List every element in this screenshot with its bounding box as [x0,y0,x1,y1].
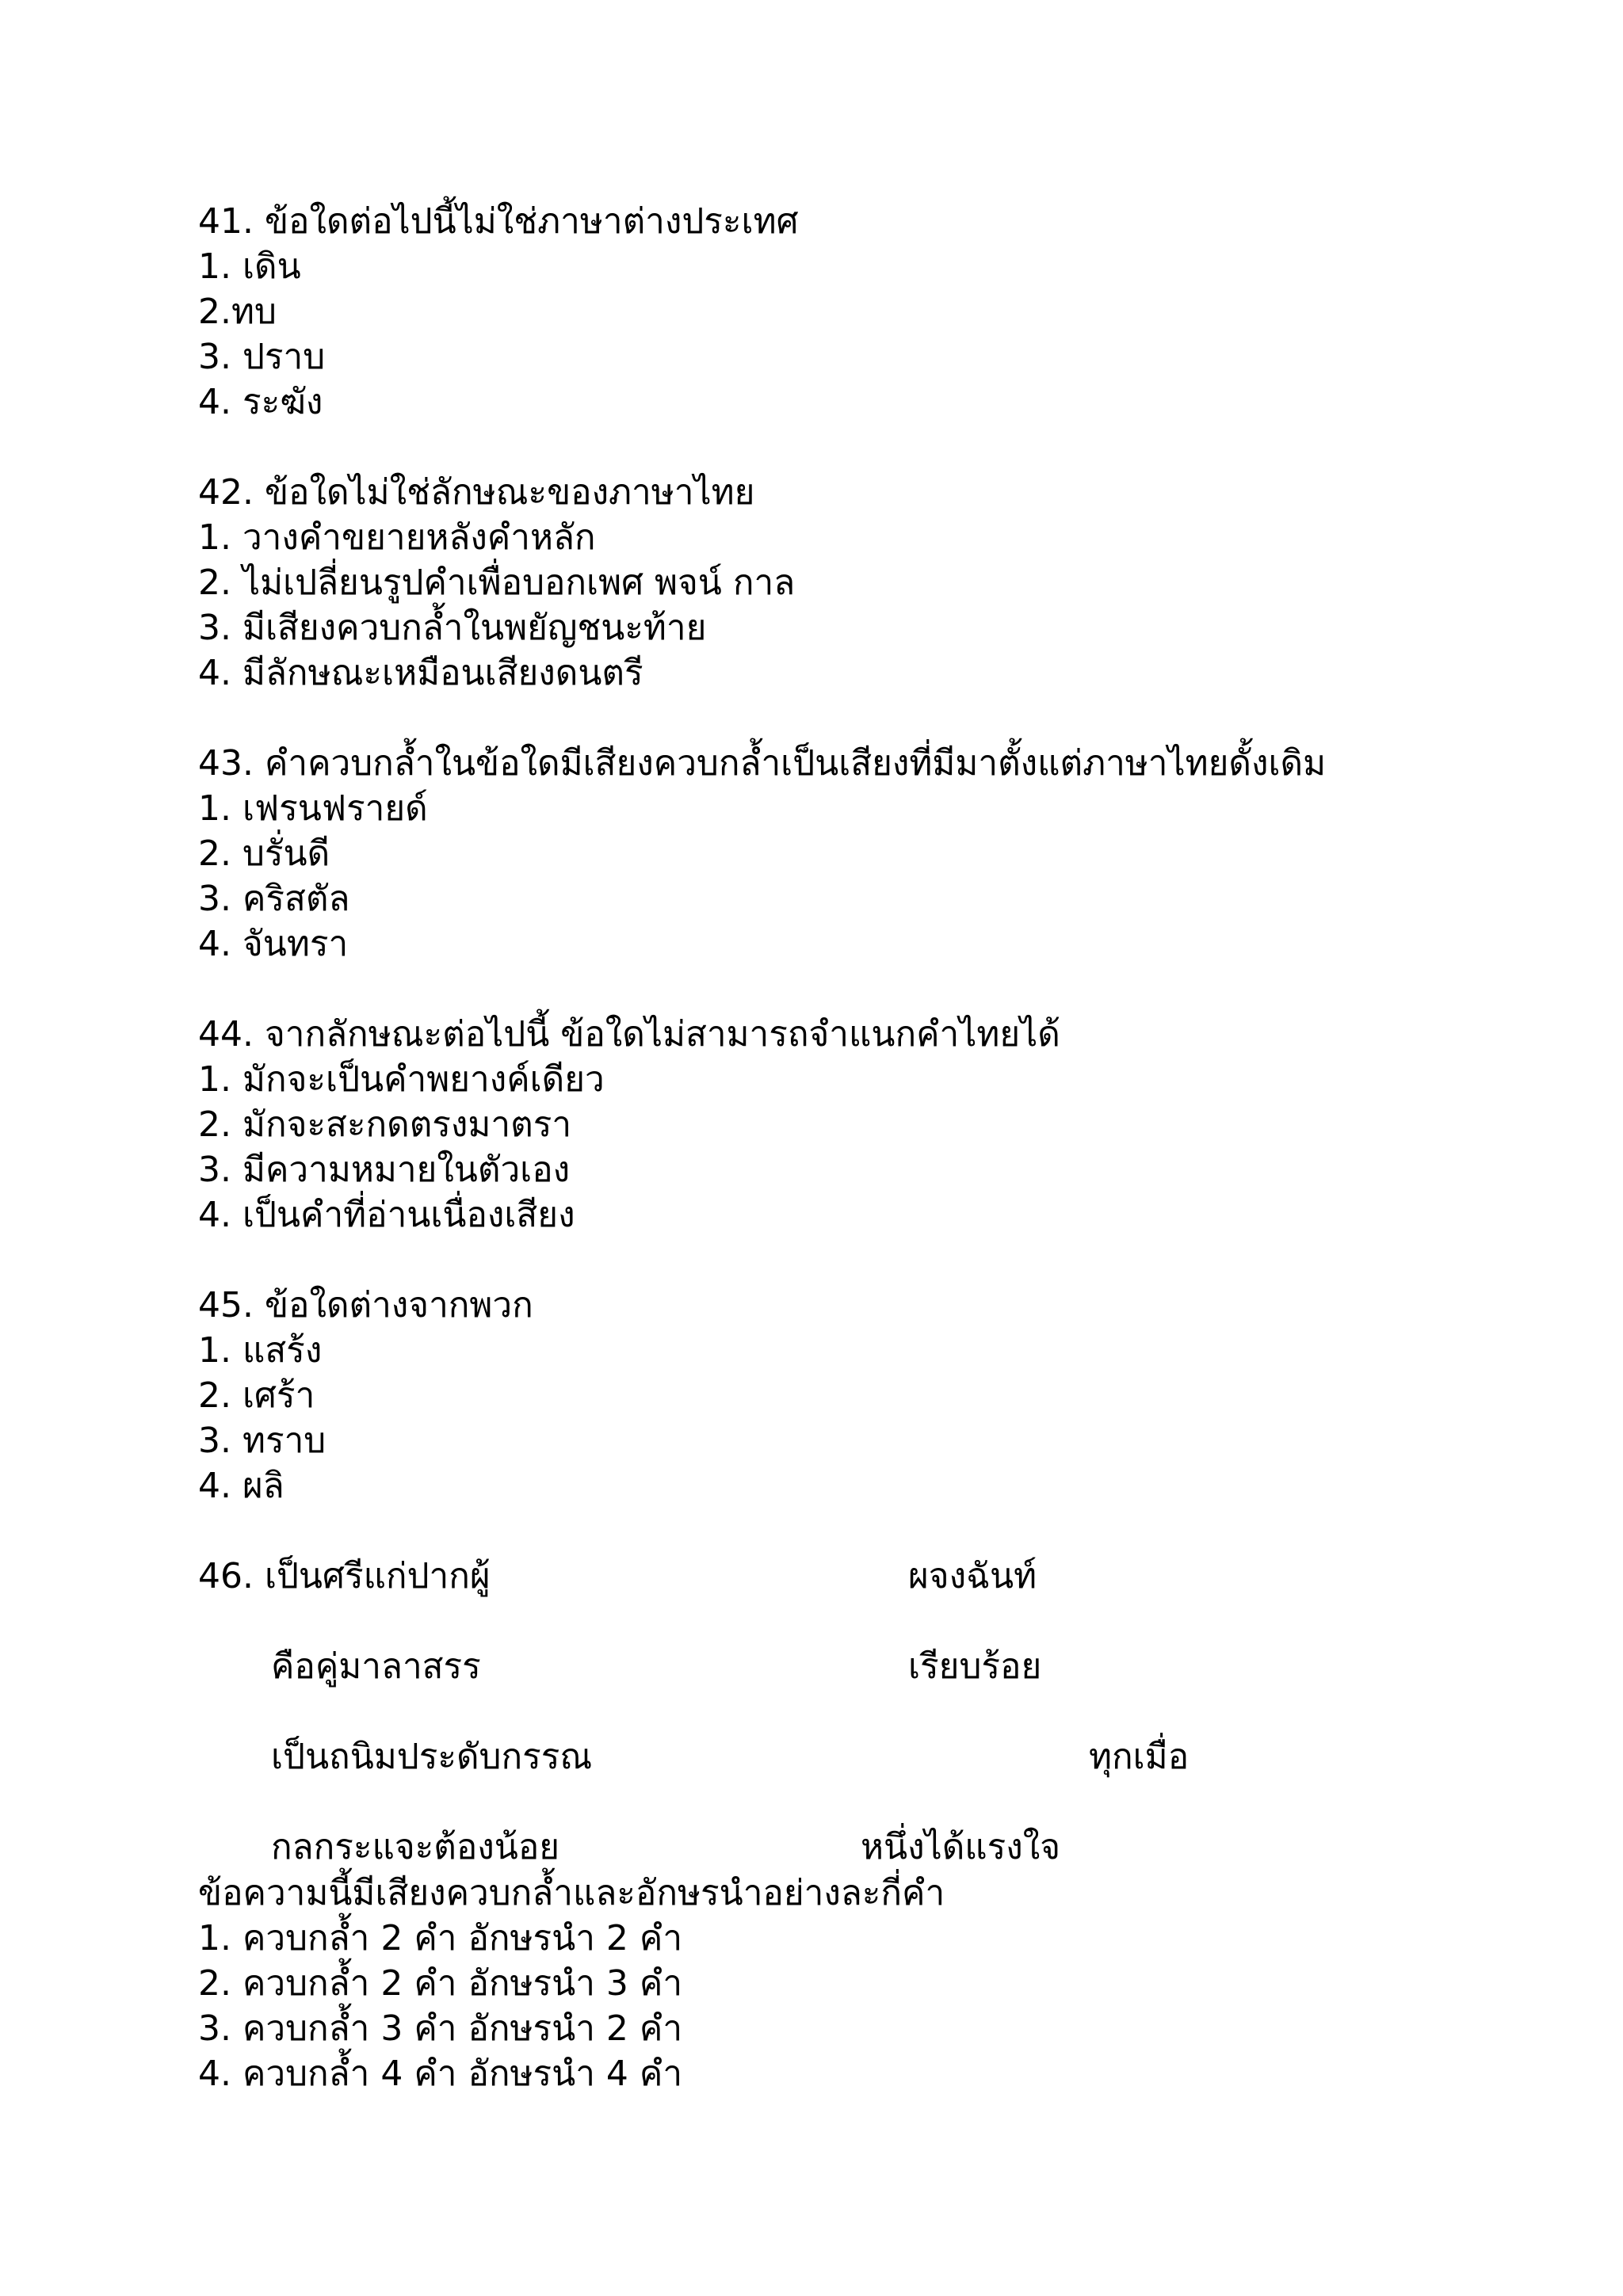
poem-line-2-first: คือคู่มาลาสรร [271,1646,481,1687]
question-41-option-3: 3. ปราบ [198,337,326,377]
question-45-option-3: 3. ทราบ [198,1421,327,1461]
question-42-option-4: 4. มีลักษณะเหมือนเสียงดนตรี [198,653,643,693]
question-41-stem: 41. ข้อใดต่อไปนี้ไม่ใช่ภาษาต่างประเทศ [198,201,799,242]
question-44-option-4: 4. เป็นคำที่อ่านเนื่องเสียง [198,1195,575,1235]
question-44-stem: 44. จากลักษณะต่อไปนี้ ข้อใดไม่สามารถจำแนกคำไทยได้ [198,1014,1060,1055]
question-43-stem: 43. คำควบกล้ำในข้อใดมีเสียงควบกล้ำเป็นเสียงที่มีมาตั้งแต่ภาษาไทยดั้งเดิม [198,743,1327,784]
poem-line-1-second: ผจงฉันท์ [908,1556,1037,1596]
question-45-option-2: 2. เศร้า [198,1375,315,1416]
poem-line-2-second: เรียบร้อย [908,1646,1042,1687]
question-46-option-2: 2. ควบกล้ำ 2 คำ อักษรนำ 3 คำ [198,1963,683,2004]
poem-line-3-second: ทุกเมื่อ [1089,1737,1190,1777]
poem-line-3-first: เป็นถนิมประดับกรรณ [271,1737,593,1777]
question-43-option-2: 2. บรั่นดี [198,833,330,874]
question-45-stem: 45. ข้อใดต่างจากพวก [198,1285,533,1325]
question-46-option-4: 4. ควบกล้ำ 4 คำ อักษรนำ 4 คำ [198,2054,683,2094]
question-44-option-3: 3. มีความหมายในตัวเอง [198,1150,571,1190]
question-44-option-2: 2. มักจะสะกดตรงมาตรา [198,1104,572,1145]
poem-line-4-second: หนึ่งได้แรงใจ [861,1827,1061,1867]
poem-line-1-first: 46. เป็นศรีแก่ปากผู้ [198,1556,491,1596]
question-43-option-3: 3. คริสตัล [198,879,350,919]
question-46-stem: ข้อความนี้มีเสียงควบกล้ำและอักษรนำอย่างละกี่คำ [198,1873,945,1913]
question-43-option-1: 1. เฟรนฟรายด์ [198,788,428,829]
question-43-option-4: 4. จันทรา [198,924,349,964]
question-45-option-1: 1. แสร้ง [198,1330,323,1371]
question-41-option-2: 2.ทบ [198,292,277,332]
question-41-option-4: 4. ระฆัง [198,382,323,422]
question-46-option-3: 3. ควบกล้ำ 3 คำ อักษรนำ 2 คำ [198,2008,683,2049]
question-41-option-1: 1. เดิน [198,246,301,287]
question-46-option-1: 1. ควบกล้ำ 2 คำ อักษรนำ 2 คำ [198,1918,683,1958]
question-42-option-1: 1. วางคำขยายหลังคำหลัก [198,517,596,558]
question-42-option-3: 3. มีเสียงควบกล้ำในพยัญชนะท้าย [198,608,707,648]
question-45-option-4: 4. ผลิ [198,1466,285,1506]
question-42-option-2: 2. ไม่เปลี่ยนรูปคำเพื่อบอกเพศ พจน์ กาล [198,563,796,603]
question-44-option-1: 1. มักจะเป็นคำพยางค์เดียว [198,1059,605,1100]
question-42-stem: 42. ข้อใดไม่ใช่ลักษณะของภาษาไทย [198,472,755,513]
poem-line-4-first: กลกระแจะต้องน้อย [271,1827,560,1867]
